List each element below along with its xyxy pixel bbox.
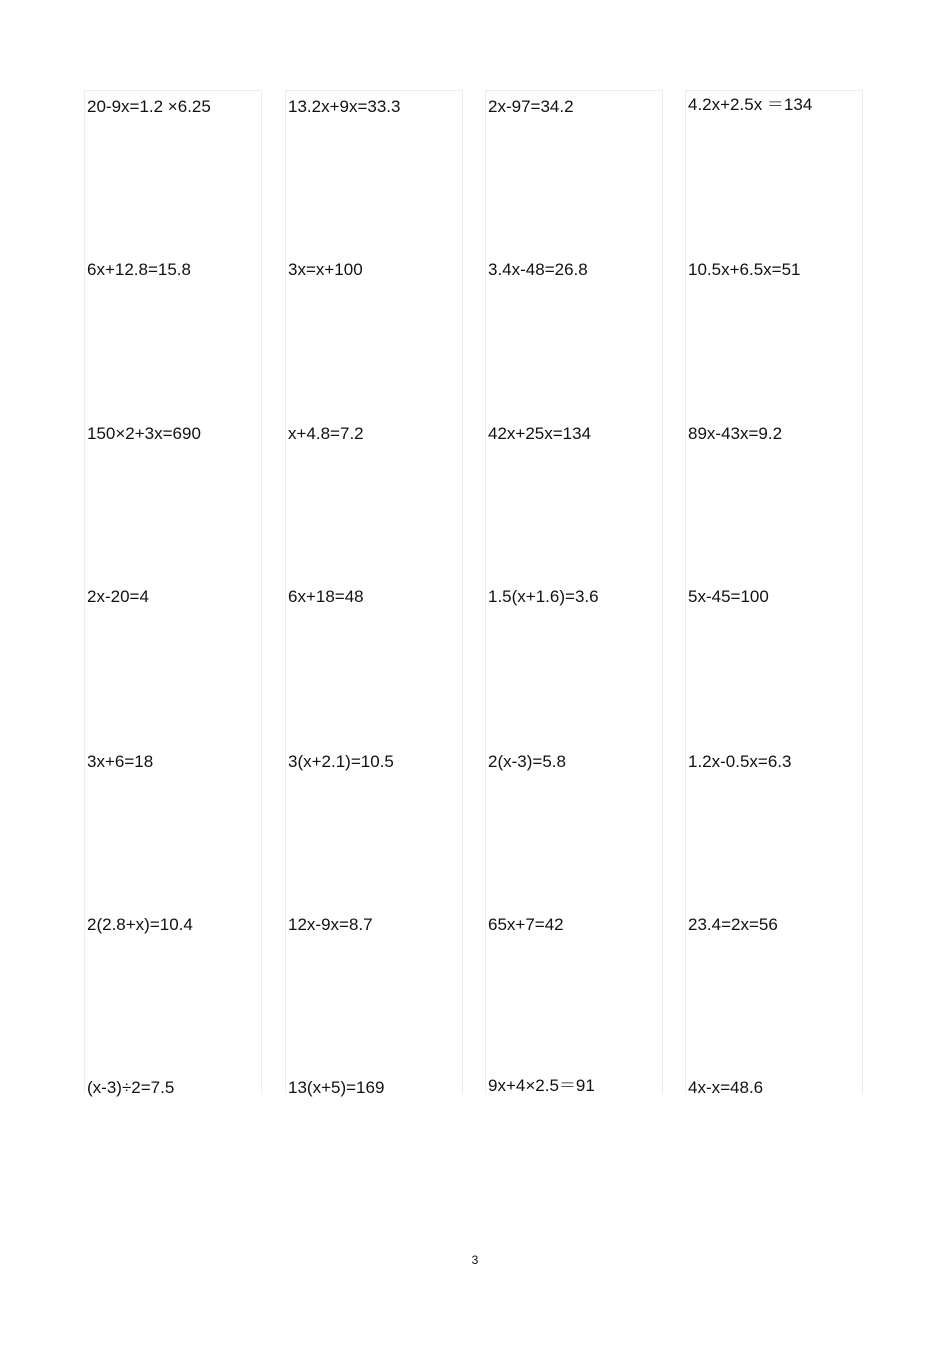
equation: 23.4=2x=56 [688,915,778,934]
equation-column-3 [485,90,663,1094]
equation: 9x+4×2.5＝91 [488,1076,595,1095]
equation: 3x+6=18 [87,752,154,771]
equation: 3.4x-48=26.8 [488,260,588,279]
equation-column-4 [685,90,863,1097]
equation: 20-9x=1.2 ×6.25 [87,97,211,116]
equation-column-1 [84,90,262,1097]
equation: (x-3)÷2=7.5 [87,1078,175,1097]
equation: 5x-45=100 [688,587,769,606]
equation: 6x+18=48 [288,587,364,606]
page-number: 3 [471,1253,479,1267]
equation: 65x+7=42 [488,915,564,934]
equation: 2x-97=34.2 [488,97,574,116]
equation: 10.5x+6.5x=51 [688,260,801,279]
equation: 13(x+5)=169 [288,1078,385,1097]
equation: 4x-x=48.6 [688,1078,764,1097]
equation: 1.2x-0.5x=6.3 [688,752,792,771]
equation: 2x-20=4 [87,587,149,606]
equation: 4.2x+2.5x ＝134 [688,95,813,114]
equation: 12x-9x=8.7 [288,915,373,934]
equation-column-2 [285,90,463,1097]
equation: 3x=x+100 [288,260,363,279]
equation: 89x-43x=9.2 [688,424,783,443]
equation: 2(2.8+x)=10.4 [87,915,193,934]
equation: 3(x+2.1)=10.5 [288,752,394,771]
equation: 42x+25x=134 [488,424,592,443]
equation: x+4.8=7.2 [288,424,364,443]
equation: 2(x-3)=5.8 [488,752,566,771]
equation: 1.5(x+1.6)=3.6 [488,587,599,606]
equation: 13.2x+9x=33.3 [288,97,401,116]
equation: 6x+12.8=15.8 [87,260,191,279]
equation: 150×2+3x=690 [87,424,201,443]
